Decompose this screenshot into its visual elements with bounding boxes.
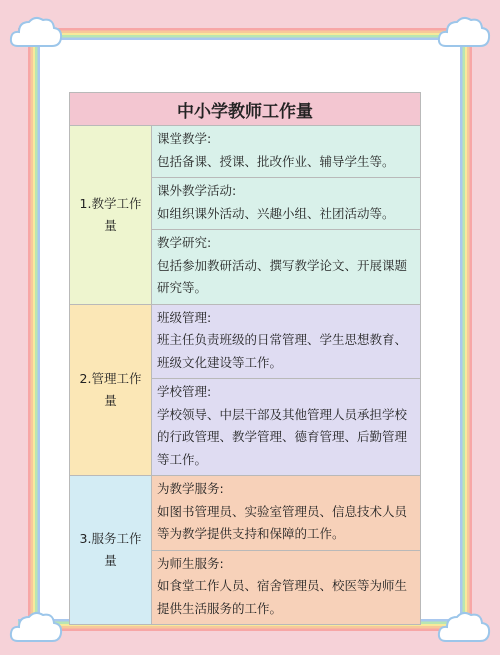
item-cell — [152, 379, 420, 475]
item-body: 班主任负责班级的日常管理、学生思想教育、班级文化建设等工作。 — [157, 332, 408, 370]
group-teaching — [70, 126, 420, 305]
item-list — [152, 476, 420, 624]
item-body: 如组织课外活动、兴趣小组、社团活动等。 — [157, 205, 395, 221]
workload-table — [69, 92, 421, 625]
cloud-icon — [8, 12, 64, 52]
rainbow-border-top — [18, 28, 482, 40]
cloud-icon — [436, 607, 492, 647]
item-body: 如食堂工作人员、宿舍管理员、校医等为师生提供生活服务的工作。 — [157, 578, 408, 616]
item-heading: 课堂教学: — [157, 131, 212, 146]
item-body: 如图书管理员、实验室管理员、信息技术人员等为教学提供支持和保障的工作。 — [157, 503, 408, 541]
item-body: 包括参加教研活动、撰写教学论文、开展课题研究等。 — [157, 257, 408, 295]
item-heading: 为师生服务: — [157, 555, 224, 571]
table-title: 中小学教师工作量 — [70, 93, 420, 126]
rainbow-border-right — [460, 28, 472, 631]
item-cell — [152, 178, 420, 230]
rainbow-border-left — [28, 28, 40, 631]
item-cell — [152, 305, 420, 380]
item-cell — [152, 230, 420, 304]
item-heading: 学校管理: — [157, 384, 212, 399]
group-service — [70, 476, 420, 624]
item-cell — [152, 126, 420, 178]
item-cell — [152, 476, 420, 551]
group-management — [70, 305, 420, 477]
cloud-icon — [8, 607, 64, 647]
item-heading: 班级管理: — [157, 309, 212, 325]
category-cell: 1.教学工作量 — [70, 126, 152, 304]
item-cell — [152, 551, 420, 625]
item-list — [152, 305, 420, 476]
item-list — [152, 126, 420, 304]
item-heading: 课外教学活动: — [157, 183, 237, 198]
item-body: 包括备课、授课、批改作业、辅导学生等。 — [157, 153, 395, 169]
item-body: 学校领导、中层干部及其他管理人员承担学校的行政管理、教学管理、德育管理、后勤管理等工作。 — [157, 406, 408, 467]
cloud-icon — [436, 12, 492, 52]
category-cell: 3.服务工作量 — [70, 476, 152, 624]
category-cell: 2.管理工作量 — [70, 305, 152, 476]
item-heading: 教学研究: — [157, 235, 212, 250]
item-heading: 为教学服务: — [157, 481, 224, 496]
